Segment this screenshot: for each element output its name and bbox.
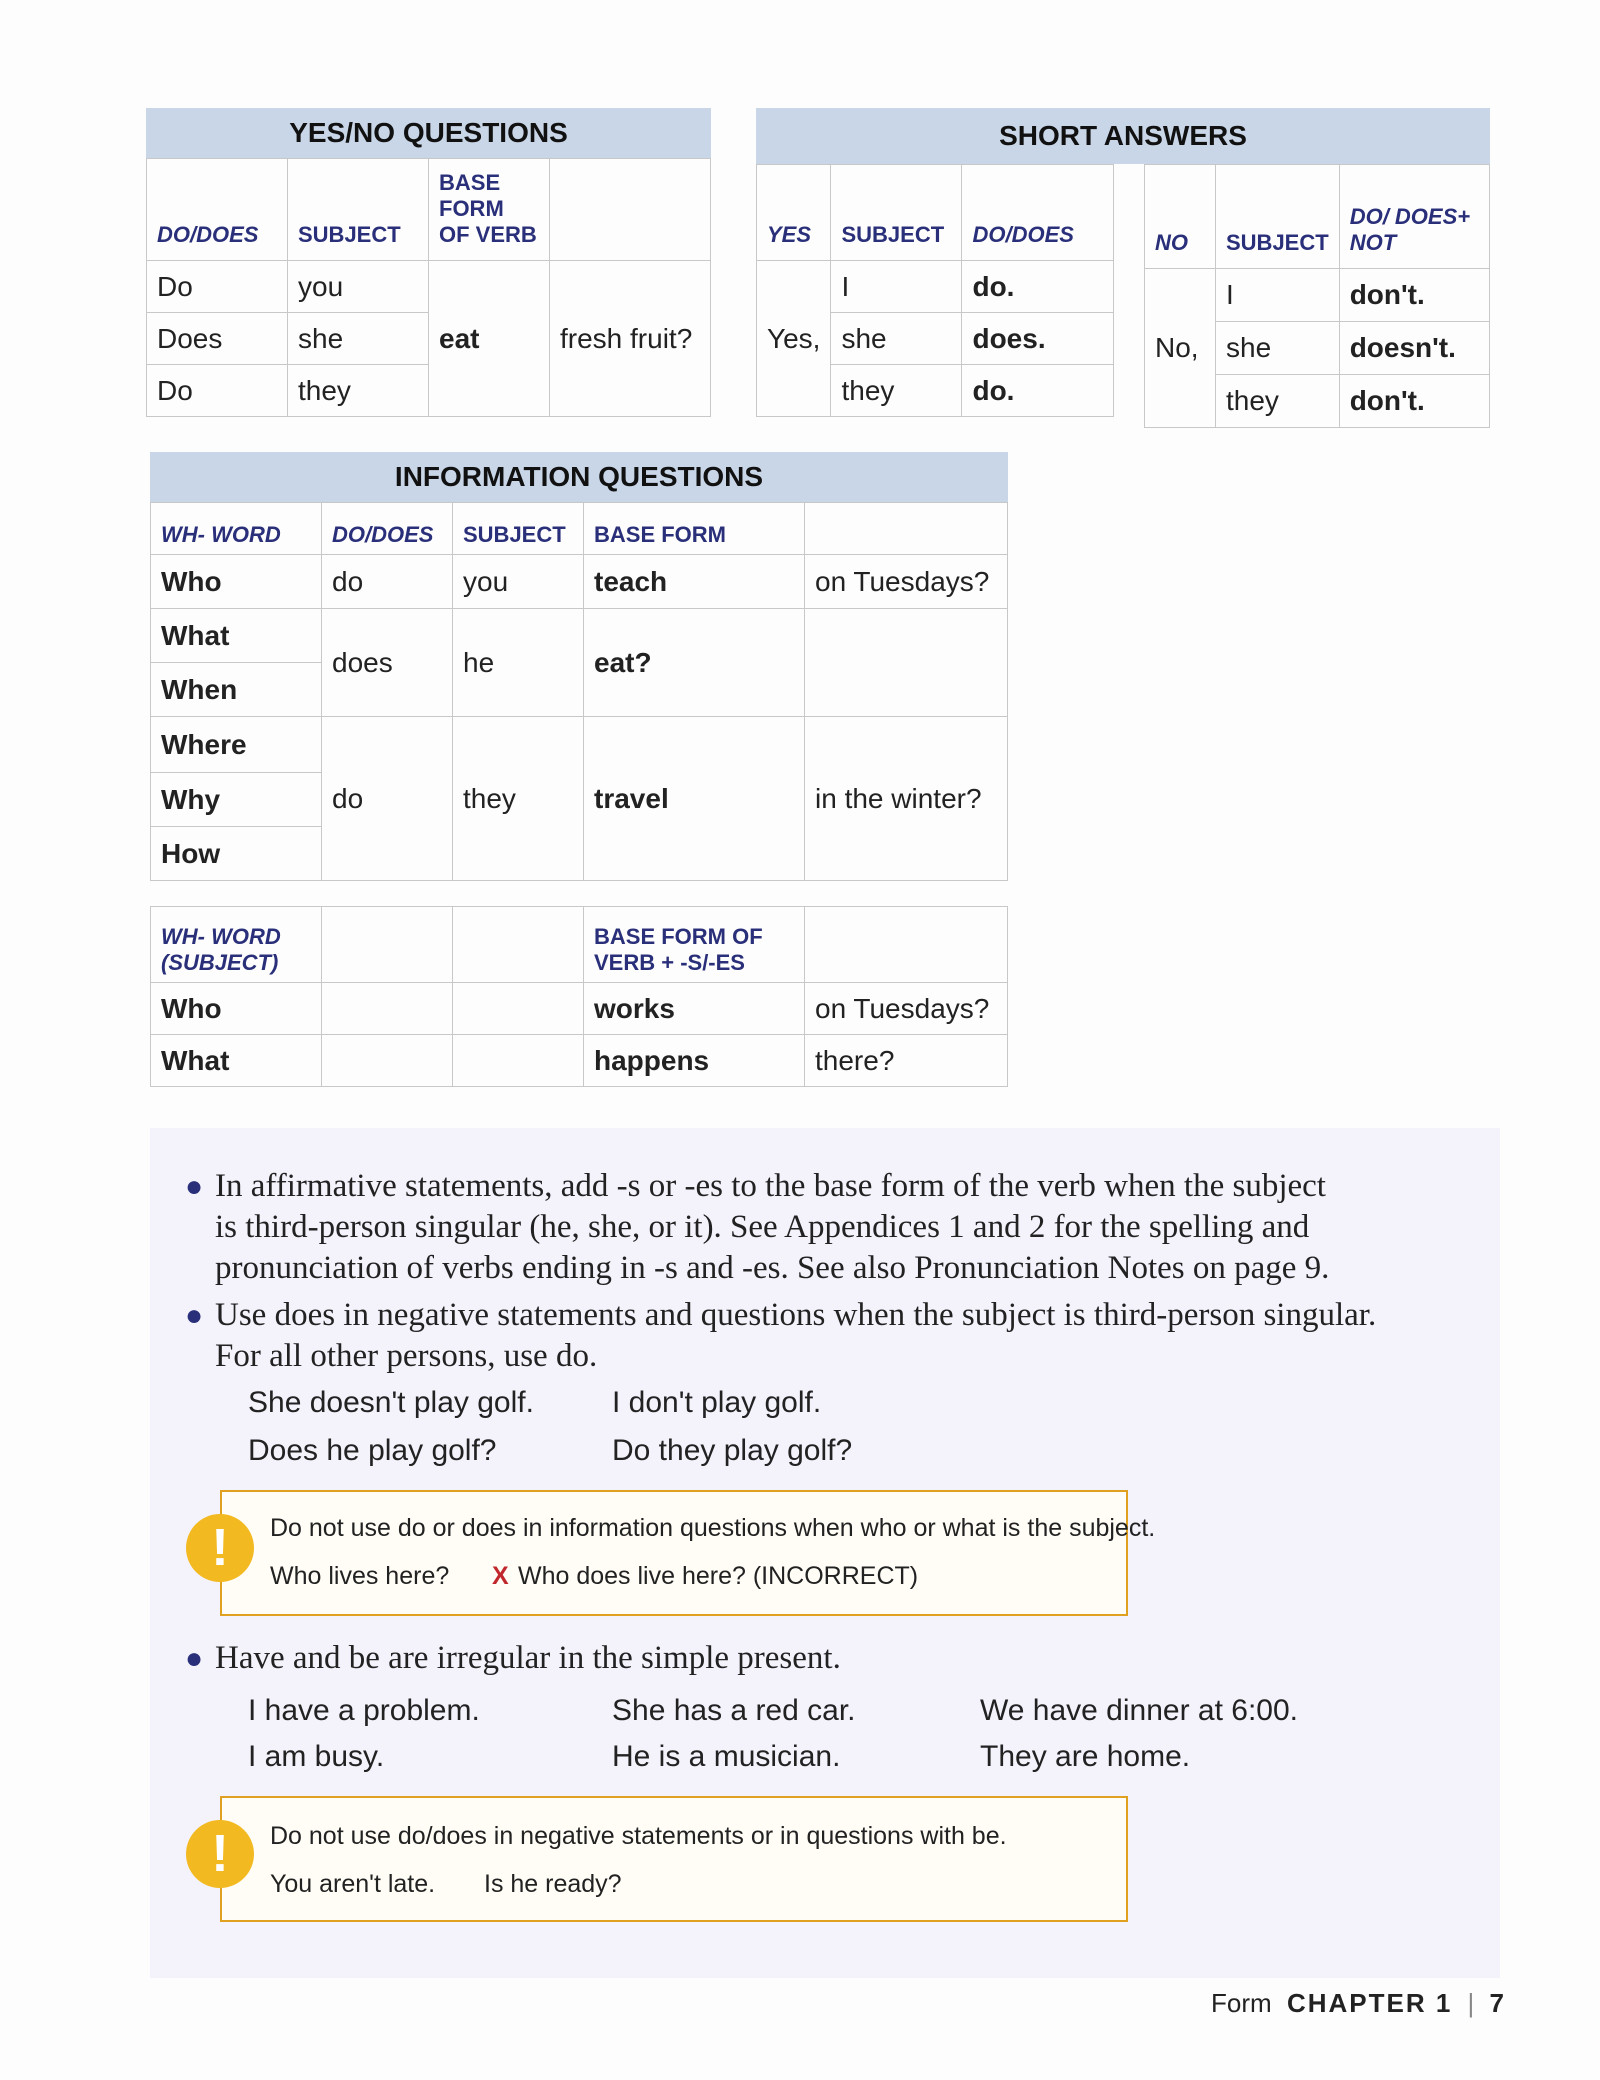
cell: I	[831, 261, 962, 313]
col-header: WH- WORD	[151, 503, 322, 555]
col-header: BASE FORM OF VERB + -S/-ES	[584, 907, 805, 983]
cell: don't.	[1339, 375, 1489, 428]
col-header: YES	[757, 165, 831, 261]
cell: Do	[147, 261, 288, 313]
cell-empty	[805, 609, 1008, 717]
col-header-empty	[805, 907, 1008, 983]
footer-section: Form	[1211, 1988, 1272, 2018]
warning-icon: !	[186, 1820, 254, 1888]
cell-wh: Why	[151, 773, 322, 827]
bullet-text: Have and be are irregular in the simple present.	[215, 1640, 841, 1676]
example: They are home.	[980, 1740, 1191, 1773]
cell: you	[288, 261, 429, 313]
cell: teach	[584, 555, 805, 609]
x-mark: X	[492, 1562, 509, 1590]
cell: in the winter?	[805, 717, 1008, 881]
cell: I	[1216, 269, 1340, 322]
cell: does	[322, 609, 453, 717]
yesno-title: YES/NO QUESTIONS	[146, 108, 711, 158]
cell: they	[453, 717, 584, 881]
col-header: NO	[1145, 165, 1216, 269]
bullet-text	[215, 1295, 1376, 1377]
cell: doesn't.	[1339, 322, 1489, 375]
cell-empty	[453, 983, 584, 1035]
example: We have dinner at 6:00.	[980, 1694, 1298, 1727]
bullet-text	[215, 1166, 1329, 1289]
footer-chapter: CHAPTER 1	[1286, 1988, 1453, 2018]
cell: he	[453, 609, 584, 717]
text-line: pronunciation of verbs ending in -s and -es. See also Pronunciation Notes on page 9.	[215, 1250, 1330, 1286]
col-header: BASE FORM OF VERB	[429, 159, 550, 261]
col-header	[805, 503, 1008, 555]
col-header: SUBJECT	[831, 165, 962, 261]
col-header: DO/DOES	[962, 165, 1114, 261]
cell: on Tuesdays?	[805, 555, 1008, 609]
page-footer	[1211, 1988, 1504, 2019]
cell-wh: Where	[151, 717, 322, 773]
col-header-empty	[453, 907, 584, 983]
cell-no: No,	[1145, 269, 1216, 428]
cell: they	[1216, 375, 1340, 428]
cell-wh: When	[151, 663, 322, 717]
warning-text: Do not use do or does in information questions when who or what is the subject.	[270, 1514, 1156, 1542]
bullet-dot: ●	[185, 1299, 204, 1332]
example: Does he play golf?	[248, 1434, 497, 1467]
cell: Does	[147, 313, 288, 365]
info-table	[150, 502, 1008, 881]
bullet-dot: ●	[185, 1170, 204, 1203]
cell-wh: Who	[151, 983, 322, 1035]
warning-example: You aren't late.	[270, 1870, 436, 1898]
cell: do.	[962, 261, 1114, 313]
short-title: SHORT ANSWERS	[756, 108, 1490, 164]
cell: you	[453, 555, 584, 609]
footer-separator: |	[1467, 1988, 1475, 2018]
cell-wh: Who	[151, 555, 322, 609]
cell: do	[322, 717, 453, 881]
example: I am busy.	[248, 1740, 385, 1773]
cell: she	[831, 313, 962, 365]
warning-example: Is he ready?	[484, 1870, 622, 1898]
warning-example-incorrect: Who does live here? (INCORRECT)	[518, 1562, 919, 1590]
warning-text: Do not use do/does in negative statements or in questions with be.	[270, 1822, 1007, 1850]
cell-wh: What	[151, 1035, 322, 1087]
info-title: INFORMATION QUESTIONS	[150, 452, 1008, 502]
cell: on Tuesdays?	[805, 983, 1008, 1035]
cell-wh: How	[151, 827, 322, 881]
cell: works	[584, 983, 805, 1035]
col-header: SUBJECT	[1216, 165, 1340, 269]
warning-box	[220, 1796, 1128, 1922]
example: Do they play golf?	[612, 1434, 853, 1467]
cell-yes: Yes,	[757, 261, 831, 417]
col-header: BASE FORM	[584, 503, 805, 555]
cell: they	[831, 365, 962, 417]
cell-empty	[322, 1035, 453, 1087]
col-header: DO/ DOES+ NOT	[1339, 165, 1489, 269]
col-header: SUBJECT	[453, 503, 584, 555]
cell: travel	[584, 717, 805, 881]
cell: they	[288, 365, 429, 417]
yesno-table	[146, 158, 711, 417]
cell: she	[1216, 322, 1340, 375]
warning-example: Who lives here?	[270, 1562, 450, 1590]
cell: happens	[584, 1035, 805, 1087]
warning-box	[220, 1490, 1128, 1616]
short-no-table	[1144, 164, 1490, 428]
cell: don't.	[1339, 269, 1489, 322]
cell: does.	[962, 313, 1114, 365]
example: She has a red car.	[612, 1694, 856, 1727]
example: She doesn't play golf.	[248, 1386, 534, 1419]
cell-wh: What	[151, 609, 322, 663]
cell: do.	[962, 365, 1114, 417]
col-header: DO/DOES	[147, 159, 288, 261]
text-line: is third-person singular (he, she, or it). See Appendices 1 and 2 for the spelling and	[215, 1209, 1310, 1245]
example: He is a musician.	[612, 1740, 841, 1773]
subject-question-table	[150, 906, 1008, 1087]
text-line: Use does in negative statements and questions when the subject is third-person singular.	[215, 1297, 1377, 1333]
col-header	[550, 159, 711, 261]
cell: she	[288, 313, 429, 365]
text-line: In affirmative statements, add -s or -es to the base form of the verb when the subject	[215, 1168, 1326, 1204]
cell-rest: fresh fruit?	[550, 261, 711, 417]
col-header: DO/DOES	[322, 503, 453, 555]
text-line: For all other persons, use do.	[215, 1338, 598, 1374]
example: I have a problem.	[248, 1694, 480, 1727]
cell: Do	[147, 365, 288, 417]
cell: eat?	[584, 609, 805, 717]
col-header: WH- WORD (SUBJECT)	[151, 907, 322, 983]
cell: there?	[805, 1035, 1008, 1087]
example: I don't play golf.	[612, 1386, 822, 1419]
col-header-empty	[322, 907, 453, 983]
cell-verb: eat	[429, 261, 550, 417]
col-header: SUBJECT	[288, 159, 429, 261]
short-yes-table	[756, 164, 1114, 417]
page-number: 7	[1489, 1988, 1504, 2018]
cell-empty	[453, 1035, 584, 1087]
cell: do	[322, 555, 453, 609]
bullet-dot: ●	[185, 1642, 204, 1675]
cell-empty	[322, 983, 453, 1035]
warning-icon: !	[186, 1514, 254, 1582]
